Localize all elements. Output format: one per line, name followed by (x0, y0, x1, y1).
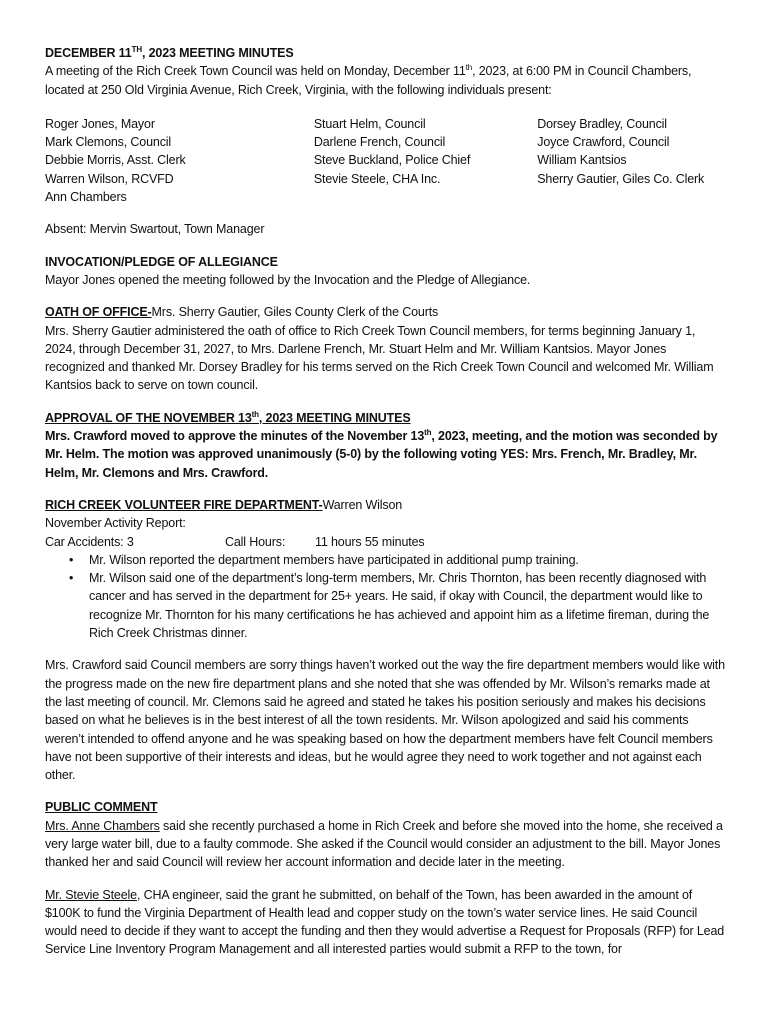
oath-heading: OATH OF OFFICE-Mrs. Sherry Gautier, Giles County Clerk of the Courts (45, 305, 439, 320)
absent-line: Absent: Mervin Swartout, Town Manager (45, 222, 265, 237)
invocation-text: Mayor Jones opened the meeting followed by the Invocation and the Pledge of Allegiance. (45, 272, 531, 287)
attendee: Joyce Crawford, Council (537, 135, 670, 150)
attendee: Mark Clemons, Council (45, 135, 172, 150)
fire-heading: RICH CREEK VOLUNTEER FIRE DEPARTMENT-Warren Wilson (45, 497, 403, 512)
oath-text: Mrs. Sherry Gautier administered the oath of office to Rich Creek Town Council members, for terms beginning January 1, 2024, through December 31, 2027, to Mrs. Darlene French, Mr. Stuart Helm and Mr. William Kantsios. Mayor Jones recognized and thanked Mr. Dorsey Bradley for his terms served on the Rich Creek Town Council and welcomed Mr. William Kantsios back to serve on town council. (45, 323, 714, 393)
approval-motion: Mrs. Crawford moved to approve the minutes of the November 13th, 2023, meeting, and the motion was seconded by Mr. Helm. The motion was approved unanimously (5-0) by the following voting YES: Mrs. French, Mr. Bradley, Mr. Helm, Mr. Clemons and Mrs. Crawford. (45, 427, 718, 480)
attendee: William Kantsios (537, 153, 627, 168)
attendee-list (45, 115, 725, 206)
attendee: Steve Buckland, Police Chief (313, 153, 471, 168)
invocation-heading: INVOCATION/PLEDGE OF ALLEGIANCE (45, 254, 278, 269)
approval-heading: APPROVAL OF THE NOVEMBER 13th, 2023 MEETING MINUTES (45, 409, 411, 425)
attendee-column-2 (314, 115, 537, 206)
list-item: • Mr. Wilson said one of the department’s long-term members, Mr. Chris Thornton, has been recently diagnosed with cancer and has served in the department for 25+ years. He said, if okay with Council, the department would like to recognize Mr. Thornton for his many certifications he has achieved and appoint him as a lifetime fireman, during the Rich Creek Christmas dinner. (89, 569, 725, 642)
car-accidents: Car Accidents: 3 (45, 534, 134, 549)
page-title: DECEMBER 11TH, 2023 MEETING MINUTES (45, 44, 294, 60)
attendee: Ann Chambers (45, 190, 127, 205)
fire-report-label: November Activity Report: (45, 516, 186, 531)
attendee: Darlene French, Council (313, 135, 446, 150)
public-comment-chambers: Mrs. Anne Chambers said she recently purchased a home in Rich Creek and before she moved into the home, she received a very large water bill, due to a faulty commode. She asked if the Council would consider an adjustment to the bill. Mayor Jones thanked her and said Council will review her account information and decide later in the meeting. (45, 818, 723, 870)
attendee: Stuart Helm, Council (313, 116, 426, 131)
attendee-column-3 (537, 115, 725, 206)
list-item: • Mr. Wilson reported the department members have participated in additional pump training. (89, 551, 725, 569)
attendee: Dorsey Bradley, Council (537, 116, 667, 131)
attendee: Debbie Morris, Asst. Clerk (45, 153, 186, 168)
call-hours-label: Call Hours: (225, 534, 286, 549)
intro-paragraph: A meeting of the Rich Creek Town Council was held on Monday, December 11th, 2023, at 6:00 PM in Council Chambers, located at 250 Old Virginia Avenue, Rich Creek, Virginia, with the following individuals present: (45, 63, 692, 97)
public-comment-steele: Mr. Stevie Steele, CHA engineer, said the grant he submitted, on behalf of the Town, has been awarded in the amount of $100K to fund the Virginia Department of Health lead and copper study on the town’s water service lines. He said Council would need to decide if they want to accept the funding and then they would advertise a Request for Proposals (RFP) for Lead Service Line Inventory Program Management and all interested parties would submit a RFP to the town, for (45, 887, 725, 957)
fire-stats (45, 533, 725, 551)
call-hours-value: 11 hours 55 minutes (315, 534, 425, 549)
fire-discussion: Mrs. Crawford said Council members are sorry things haven’t worked out the way the fire department members would like with the progress made on the new fire department plans and she noted that she was offended by Mr. Wilson’s remarks made at the last meeting of council. Mr. Clemons said he agreed and stated he takes his position seriously and makes his decisions based on what he believes is in the best interest of all the town residents. Mr. Wilson apologized and said his comments weren’t intended to offend anyone and he was speaking based on how the department members have felt Council members have not been supportive of their interests and ideas, but he would agree they need to work together and not against each other. (45, 658, 725, 783)
attendee: Stevie Steele, CHA Inc. (313, 171, 441, 186)
attendee: Warren Wilson, RCVFD (45, 171, 174, 186)
public-comment-heading: PUBLIC COMMENT (45, 800, 158, 815)
fire-bullet-list (45, 551, 725, 642)
attendee: Sherry Gautier, Giles Co. Clerk (537, 171, 705, 186)
attendee-column-1 (45, 115, 314, 206)
attendee: Roger Jones, Mayor (45, 116, 155, 131)
